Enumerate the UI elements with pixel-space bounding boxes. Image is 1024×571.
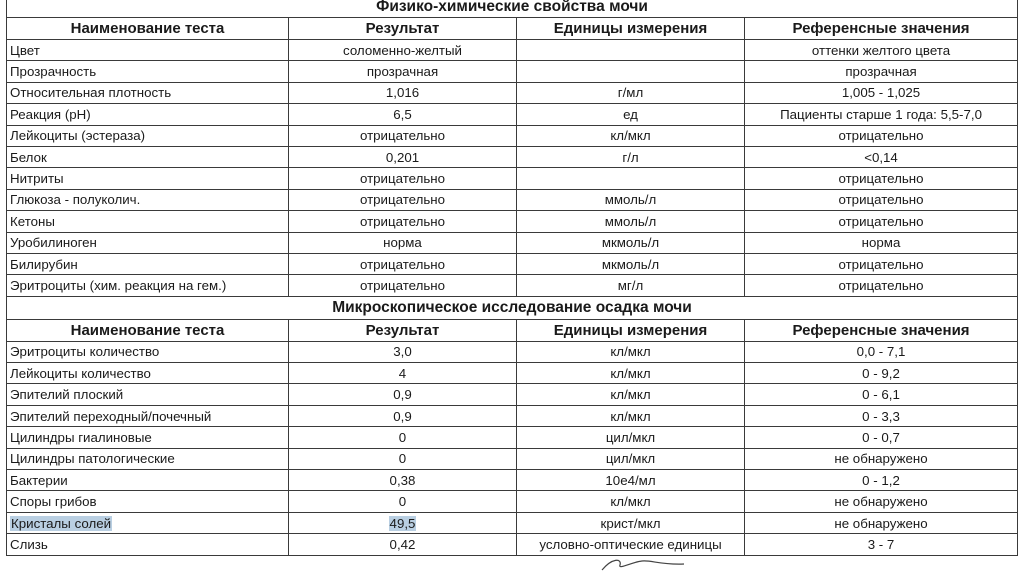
reference-cell: отрицательно bbox=[745, 168, 1018, 189]
result-cell: норма bbox=[289, 232, 517, 253]
units-cell: условно-оптические единицы bbox=[517, 534, 745, 555]
units-cell: кл/мкл bbox=[517, 491, 745, 512]
test-name-cell: Уробилиноген bbox=[7, 232, 289, 253]
units-cell: мкмоль/л bbox=[517, 253, 745, 274]
table-row bbox=[7, 384, 1018, 405]
result-cell: 6,5 bbox=[289, 104, 517, 125]
result-cell: 1,016 bbox=[289, 82, 517, 103]
reference-cell: 0 - 6,1 bbox=[745, 384, 1018, 405]
units-cell: г/л bbox=[517, 146, 745, 167]
test-name-cell: Реакция (pH) bbox=[7, 104, 289, 125]
test-name-cell: Глюкоза - полуколич. bbox=[7, 189, 289, 210]
test-name-cell: Эритроциты количество bbox=[7, 341, 289, 362]
reference-cell: <0,14 bbox=[745, 146, 1018, 167]
column-header-row bbox=[7, 319, 1018, 341]
col-header-result: Результат bbox=[289, 18, 517, 40]
table-row bbox=[7, 363, 1018, 384]
result-cell: 0,9 bbox=[289, 405, 517, 426]
test-name-cell: Кетоны bbox=[7, 211, 289, 232]
test-name-cell: Споры грибов bbox=[7, 491, 289, 512]
units-cell: крист/мкл bbox=[517, 512, 745, 533]
test-name-cell: Относительная плотность bbox=[7, 82, 289, 103]
table-row bbox=[7, 534, 1018, 555]
result-cell bbox=[289, 512, 517, 533]
table-row bbox=[7, 427, 1018, 448]
section-physchem-title: Физико-химические свойства мочи bbox=[7, 0, 1018, 18]
col-header-reference: Референсные значения bbox=[745, 18, 1018, 40]
units-cell bbox=[517, 61, 745, 82]
test-name-cell: Эпителий переходный/почечный bbox=[7, 405, 289, 426]
result-cell: отрицательно bbox=[289, 189, 517, 210]
table-row bbox=[7, 405, 1018, 426]
test-name-cell: Цвет bbox=[7, 40, 289, 61]
units-cell: ммоль/л bbox=[517, 211, 745, 232]
units-cell: 10е4/мл bbox=[517, 470, 745, 491]
table-row bbox=[7, 512, 1018, 533]
result-cell: 0 bbox=[289, 427, 517, 448]
reference-cell: оттенки желтого цвета bbox=[745, 40, 1018, 61]
units-cell: мг/л bbox=[517, 275, 745, 296]
table-row bbox=[7, 232, 1018, 253]
column-header-row bbox=[7, 18, 1018, 40]
table-row bbox=[7, 341, 1018, 362]
col-header-name: Наименование теста bbox=[7, 319, 289, 341]
units-cell: ед bbox=[517, 104, 745, 125]
col-header-units: Единицы измерения bbox=[517, 18, 745, 40]
test-name-cell: Эпителий плоский bbox=[7, 384, 289, 405]
result-cell: отрицательно bbox=[289, 211, 517, 232]
reference-cell: 0,0 - 7,1 bbox=[745, 341, 1018, 362]
result-cell: отрицательно bbox=[289, 168, 517, 189]
reference-cell: 0 - 1,2 bbox=[745, 470, 1018, 491]
reference-cell: не обнаружено bbox=[745, 491, 1018, 512]
table-row bbox=[7, 253, 1018, 274]
units-cell: кл/мкл bbox=[517, 341, 745, 362]
table-row bbox=[7, 470, 1018, 491]
reference-cell: отрицательно bbox=[745, 189, 1018, 210]
table-row bbox=[7, 448, 1018, 469]
result-cell: 0 bbox=[289, 491, 517, 512]
result-cell: отрицательно bbox=[289, 125, 517, 146]
reference-cell: 0 - 0,7 bbox=[745, 427, 1018, 448]
table-row bbox=[7, 125, 1018, 146]
col-header-result: Результат bbox=[289, 319, 517, 341]
test-name-cell: Эритроциты (хим. реакция на гем.) bbox=[7, 275, 289, 296]
table-row bbox=[7, 275, 1018, 296]
units-cell: ммоль/л bbox=[517, 189, 745, 210]
section-micro-title-row bbox=[7, 296, 1018, 319]
result-cell: прозрачная bbox=[289, 61, 517, 82]
selected-text-highlight[interactable]: Кристалы солей bbox=[11, 515, 112, 531]
reference-cell: норма bbox=[745, 232, 1018, 253]
reference-cell: отрицательно bbox=[745, 125, 1018, 146]
signature-mark bbox=[598, 556, 688, 571]
test-name-cell: Нитриты bbox=[7, 168, 289, 189]
test-name-cell: Лейкоциты (эстераза) bbox=[7, 125, 289, 146]
selected-text-highlight[interactable]: 49,5 bbox=[389, 515, 416, 531]
reference-cell: Пациенты старше 1 года: 5,5-7,0 bbox=[745, 104, 1018, 125]
reference-cell: 0 - 3,3 bbox=[745, 405, 1018, 426]
units-cell: кл/мкл bbox=[517, 405, 745, 426]
reference-cell: отрицательно bbox=[745, 253, 1018, 274]
test-name-cell: Цилиндры гиалиновые bbox=[7, 427, 289, 448]
result-cell: 0,38 bbox=[289, 470, 517, 491]
section-physchem-title-row bbox=[7, 0, 1018, 18]
test-name-cell: Белок bbox=[7, 146, 289, 167]
table-row bbox=[7, 146, 1018, 167]
units-cell: кл/мкл bbox=[517, 125, 745, 146]
section-micro-title: Микроскопическое исследование осадка мочи bbox=[7, 296, 1018, 319]
result-cell: 0,42 bbox=[289, 534, 517, 555]
reference-cell: не обнаружено bbox=[745, 512, 1018, 533]
units-cell: кл/мкл bbox=[517, 363, 745, 384]
units-cell bbox=[517, 168, 745, 189]
result-cell: соломенно-желтый bbox=[289, 40, 517, 61]
result-cell: отрицательно bbox=[289, 275, 517, 296]
reference-cell: не обнаружено bbox=[745, 448, 1018, 469]
col-header-reference: Референсные значения bbox=[745, 319, 1018, 341]
urinalysis-table bbox=[6, 0, 1018, 556]
table-row bbox=[7, 211, 1018, 232]
reference-cell: 1,005 - 1,025 bbox=[745, 82, 1018, 103]
reference-cell: прозрачная bbox=[745, 61, 1018, 82]
test-name-cell: Билирубин bbox=[7, 253, 289, 274]
table-row bbox=[7, 104, 1018, 125]
units-cell: мкмоль/л bbox=[517, 232, 745, 253]
table-row bbox=[7, 168, 1018, 189]
units-cell: кл/мкл bbox=[517, 384, 745, 405]
result-cell: отрицательно bbox=[289, 253, 517, 274]
result-cell: 4 bbox=[289, 363, 517, 384]
test-name-cell: Прозрачность bbox=[7, 61, 289, 82]
test-name-cell bbox=[7, 512, 289, 533]
table-row bbox=[7, 189, 1018, 210]
test-name-cell: Бактерии bbox=[7, 470, 289, 491]
col-header-units: Единицы измерения bbox=[517, 319, 745, 341]
units-cell: г/мл bbox=[517, 82, 745, 103]
units-cell: цил/мкл bbox=[517, 427, 745, 448]
result-cell: 0 bbox=[289, 448, 517, 469]
table-row bbox=[7, 61, 1018, 82]
test-name-cell: Слизь bbox=[7, 534, 289, 555]
test-name-cell: Цилиндры патологические bbox=[7, 448, 289, 469]
result-cell: 0,201 bbox=[289, 146, 517, 167]
result-cell: 3,0 bbox=[289, 341, 517, 362]
units-cell bbox=[517, 40, 745, 61]
table-row bbox=[7, 491, 1018, 512]
table-row bbox=[7, 82, 1018, 103]
test-name-cell: Лейкоциты количество bbox=[7, 363, 289, 384]
reference-cell: 3 - 7 bbox=[745, 534, 1018, 555]
reference-cell: отрицательно bbox=[745, 211, 1018, 232]
table-row bbox=[7, 40, 1018, 61]
reference-cell: отрицательно bbox=[745, 275, 1018, 296]
reference-cell: 0 - 9,2 bbox=[745, 363, 1018, 384]
col-header-name: Наименование теста bbox=[7, 18, 289, 40]
result-cell: 0,9 bbox=[289, 384, 517, 405]
units-cell: цил/мкл bbox=[517, 448, 745, 469]
